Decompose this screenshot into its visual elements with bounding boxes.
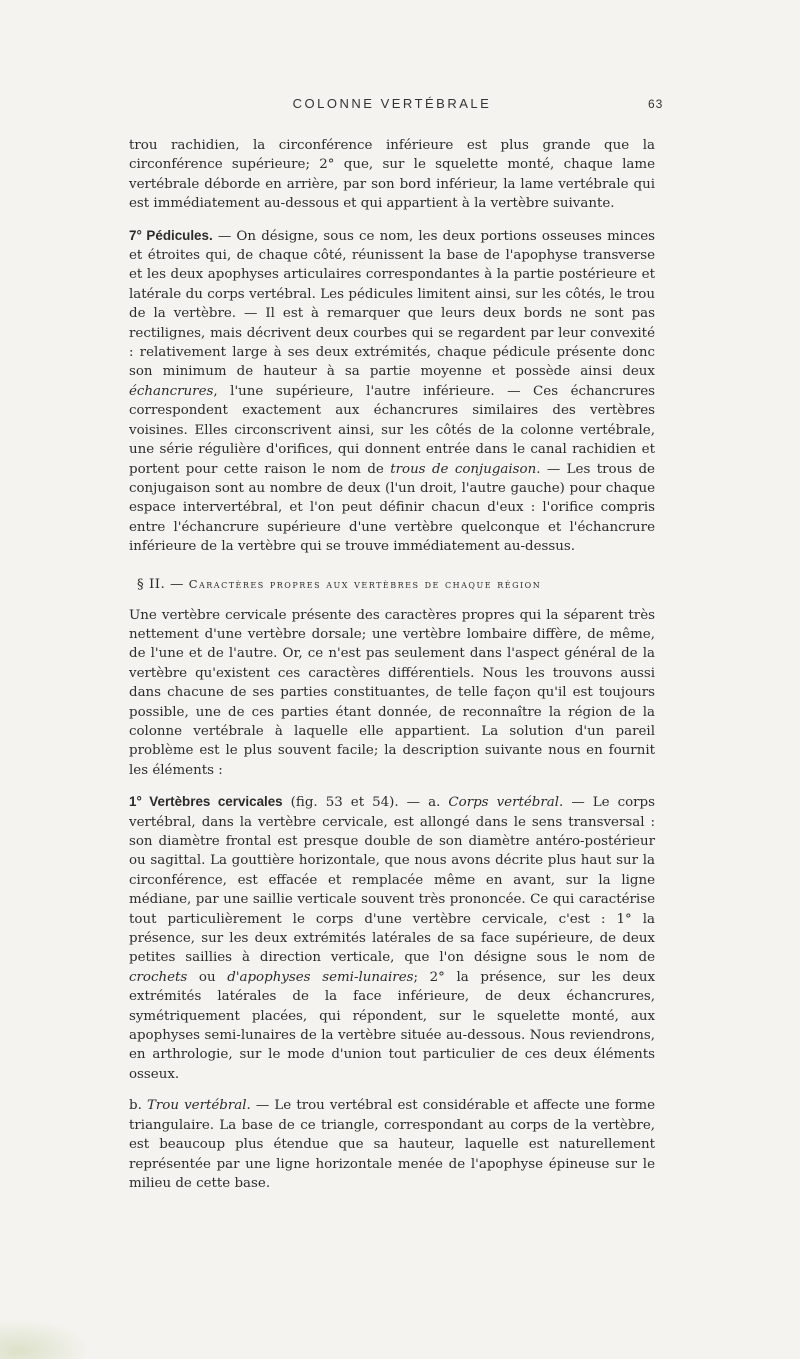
text-run: — Le trou vertébral est considérable et affecte une forme triangulaire. La base de ce triangle, correspondant au corps de la vertèbre, est beaucoup plus étendue que sa hauteur, laquelle est naturellement représentée par une ligne horizontale menée de l'apophyse épineuse sur le milieu de cette base. bbox=[129, 1098, 655, 1191]
running-title: COLONNE VERTÉBRALE bbox=[292, 96, 492, 111]
text-run: ; 2° la présence, sur les deux extrémités latérales de la face inférieure, de deux échancrures, symétriquement placées, qui répondent, sur le squelette monté, aux apophyses semi-lunaires de la vertèbre située au-dessous. Nous reviendrons, en arthrologie, sur le mode d'union tout particulier de ces deux éléments osseux. bbox=[129, 969, 656, 1082]
paragraph-pedicules bbox=[129, 226, 655, 557]
text-run: ou bbox=[187, 969, 228, 985]
text-run: . — Les trous de conjugaison sont au nombre de deux (l'un droit, l'autre gauche) pour chaque espace intervertébral, et l'on peut définir chacun d'eux : l'orifice compris entre l'échancrure supérieure d'une vertèbre quelconque et l'échancrure inférieure de la vertèbre qui se trouve immédiatement au-dessus. bbox=[129, 461, 655, 555]
section-title: Caractères propres aux vertèbres de chaque région bbox=[188, 576, 542, 591]
page-number: 63 bbox=[648, 97, 664, 111]
term-trou-vertebral: Trou vertébral. bbox=[146, 1098, 251, 1114]
term-echancrures: échancrures bbox=[129, 383, 214, 399]
paragraph-intro-regions: Une vertèbre cervicale présente des caractères propres qui la séparent très nettement d'une vertèbre dorsale; une vertèbre lombaire diffère, de même, de l'une et de l'autre. Or, ce n'est pas seulement dans l'aspect général de la vertèbre qu'existent ces caractères différentiels. Nous les trouvons aussi dans chacune de ses parties constituantes, de telle façon qu'il est toujours possible, une de ces parties étant donnée, de reconnaître la région de la colonne vertébrale à laquelle elle appartient. La solution d'un pareil problème est le plus souvent facile; la description suivante nous en fournit les éléments : bbox=[129, 607, 655, 778]
term-corps-vertebral: Corps vertébral. bbox=[448, 795, 564, 811]
text-run: b. bbox=[129, 1098, 147, 1114]
term-trous-de-conjugaison: trous de conjugaison bbox=[390, 461, 537, 477]
cervicales-heading: 1° Vertèbres cervicales bbox=[129, 794, 283, 810]
text-run: — Le corps vertébral, dans la vertèbre cervicale, est allongé dans le sens transversal : son diamètre frontal est presque double de son diamètre antéro-postérieur ou sagittal. La gouttière horizontale, que nous avons décrite plus haut sur la circonférence, est effacée et remplacée même en avant, sur la ligne médiane, par une saillie verticale souvent très prononcée. Ce qui caractérise tout particulièrement le corps d'une vertèbre cervicale, c'est : 1° la présence, sur les deux extrémités latérales de sa face supérieure, de deux petites saillies à direction verticale, que l'on désigne sous le nom de bbox=[129, 795, 656, 966]
term-crochets: crochets bbox=[129, 969, 188, 985]
text-run: (fig. 53 et 54). — a. bbox=[282, 795, 449, 811]
section-heading bbox=[129, 577, 655, 592]
term-apophyses-semi-lunaires: d'apophyses semi-lunaires bbox=[227, 969, 414, 985]
text-run: , l'une supérieure, l'autre inférieure. — Ces échancrures correspondent exactement aux échancrures similaires des vertèbres voisines. Elles circonscrivent ainsi, sur les côtés de la colonne vertébrale, une série régulière d'orifices, qui donnent entrée dans le canal rachidien et portent pour cette raison le nom de bbox=[129, 383, 655, 477]
pedicules-heading: 7° Pédicules. bbox=[129, 227, 213, 243]
paragraph-vertebres-cervicales bbox=[129, 792, 655, 1084]
paragraph-1: trou rachidien, la circonférence inférieure est plus grande que la circonférence supérieure; 2° que, sur le squelette monté, chaque lame vertébrale déborde en arrière, par son bord inférieur, la lame vertébrale qui est immédiatement au-dessous et qui appartient à la vertèbre suivante. bbox=[129, 138, 655, 212]
text-run: — On désigne, sous ce nom, les deux portions osseuses minces et étroites qui, de chaque côté, réunissent la base de l'apophyse transverse et les deux apophyses articulaires correspondantes à la partie postérieure et latérale du corps vertébral. Les pédicules limitent ainsi, sur les côtés, le trou de la vertèbre. — Il est à remarquer que leurs deux bords ne sont pas rectilignes, mais décrivent deux courbes qui se regardent par leur convexité : relativement large à ses deux extrémités, chaque pédicule présente donc son minimum de hauteur à sa partie moyenne et possède ainsi deux bbox=[129, 228, 655, 380]
paper-stain bbox=[0, 1319, 90, 1359]
paragraph-trou-vertebral bbox=[129, 1096, 655, 1193]
body-text bbox=[129, 136, 655, 1205]
section-number: § II. — bbox=[137, 576, 189, 592]
